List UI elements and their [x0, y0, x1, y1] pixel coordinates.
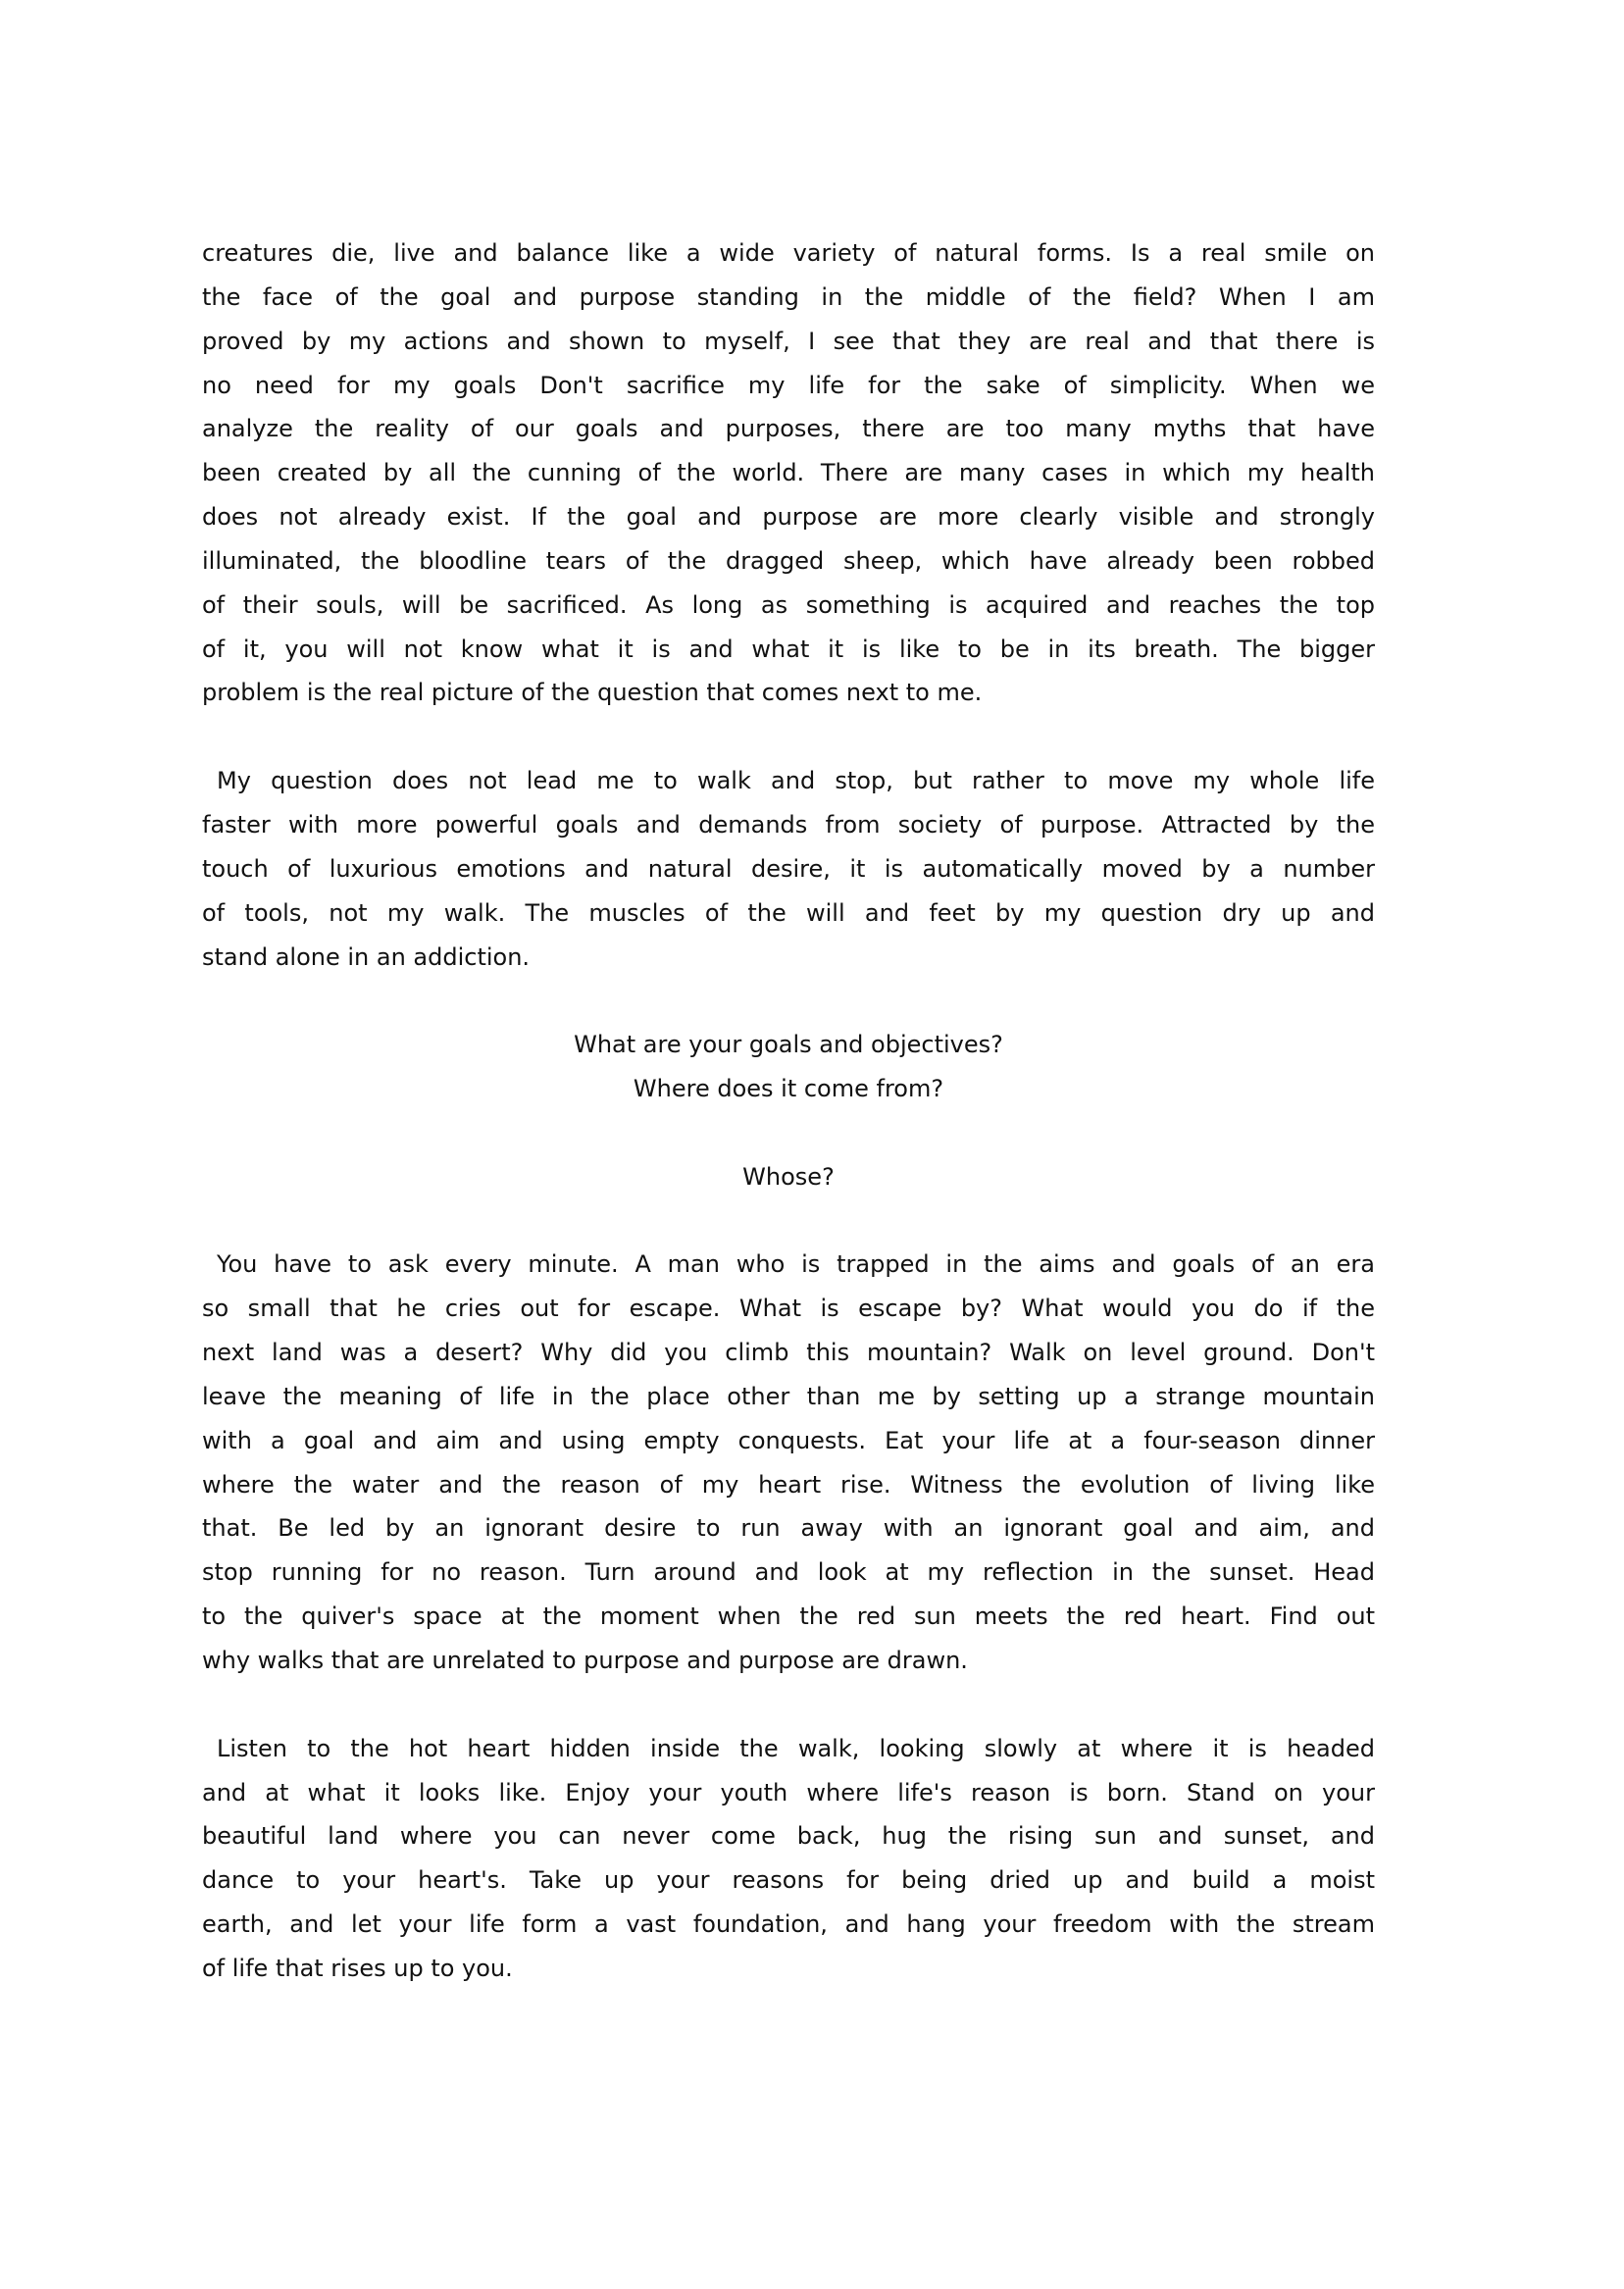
text-line: does not already exist. If the goal and purpose are more clearly visible and strongly [202, 503, 1375, 532]
paragraph-4 [202, 1727, 1375, 1991]
text-line: been created by all the cunning of the world. There are many cases in which my health [202, 459, 1375, 487]
document-page [202, 231, 1375, 2035]
text-line: of tools, not my walk. The muscles of the will and feet by my question dry up and [202, 898, 1375, 927]
text-line: of their souls, will be sacrificed. As long as something is acquired and reaches the top [202, 590, 1375, 619]
text-line: problem is the real picture of the question that comes next to me. [202, 679, 983, 707]
text-line: why walks that are unrelated to purpose and purpose are drawn. [202, 1647, 968, 1674]
text-line: earth, and let your life form a vast foundation, and hang your freedom with the stream [202, 1910, 1375, 1939]
text-line: proved by my actions and shown to myself, I see that they are real and that there is [202, 327, 1375, 355]
text-line: beautiful land where you can never come back, hug the rising sun and sunset, and [202, 1822, 1375, 1851]
text-line: My question does not lead me to walk and stop, but rather to move my whole life [217, 767, 1375, 795]
paragraph-2 [202, 759, 1375, 979]
text-line: Listen to the hot heart hidden inside the walk, looking slowly at where it is headed [217, 1734, 1375, 1762]
centered-question-3: Whose? [742, 1162, 835, 1191]
text-line: and at what it looks like. Enjoy your youth where life's reason is born. Stand on your [202, 1778, 1375, 1806]
text-line: faster with more powerful goals and demands from society of purpose. Attracted by the [202, 810, 1375, 839]
paragraph-1 [202, 231, 1375, 715]
text-line: You have to ask every minute. A man who is trapped in the aims and goals of an era [217, 1250, 1375, 1279]
paragraph-3 [202, 1243, 1375, 1682]
text-line: so small that he cries out for escape. What is escape by? What would you do if the [202, 1295, 1375, 1323]
text-line: of life that rises up to you. [202, 1954, 513, 1982]
text-line: creatures die, live and balance like a wide variety of natural forms. Is a real smile on [202, 239, 1375, 267]
text-line: touch of luxurious emotions and natural desire, it is automatically moved by a number [202, 854, 1375, 883]
text-line: analyze the reality of our goals and purposes, there are too many myths that have [202, 415, 1375, 443]
text-line: with a goal and aim and using empty conquests. Eat your life at a four-season dinner [202, 1426, 1375, 1454]
text-line: that. Be led by an ignorant desire to run away with an ignorant goal and aim, and [202, 1514, 1375, 1543]
text-line: of it, you will not know what it is and what it is like to be in its breath. The bigger [202, 635, 1375, 663]
text-line: no need for my goals Don't sacrifice my life for the sake of simplicity. When we [202, 371, 1375, 399]
text-line: the face of the goal and purpose standing in the middle of the field? When I am [202, 282, 1375, 311]
centered-question-2: Where does it come from? [633, 1075, 944, 1103]
text-line: where the water and the reason of my heart rise. Witness the evolution of living like [202, 1470, 1375, 1499]
text-line: next land was a desert? Why did you climb this mountain? Walk on level ground. Don't [202, 1339, 1375, 1367]
centered-question-1: What are your goals and objectives? [574, 1031, 1003, 1059]
text-line: dance to your heart's. Take up your reasons for being dried up and build a moist [202, 1866, 1375, 1895]
text-line: stand alone in an addiction. [202, 942, 531, 971]
text-line: to the quiver's space at the moment when the red sun meets the red heart. Find out [202, 1602, 1375, 1631]
text-line: leave the meaning of life in the place other than me by setting up a strange mountain [202, 1382, 1375, 1410]
text-line: stop running for no reason. Turn around and look at my reflection in the sunset. Head [202, 1558, 1375, 1587]
text-line: illuminated, the bloodline tears of the dragged sheep, which have already been robbed [202, 546, 1375, 575]
